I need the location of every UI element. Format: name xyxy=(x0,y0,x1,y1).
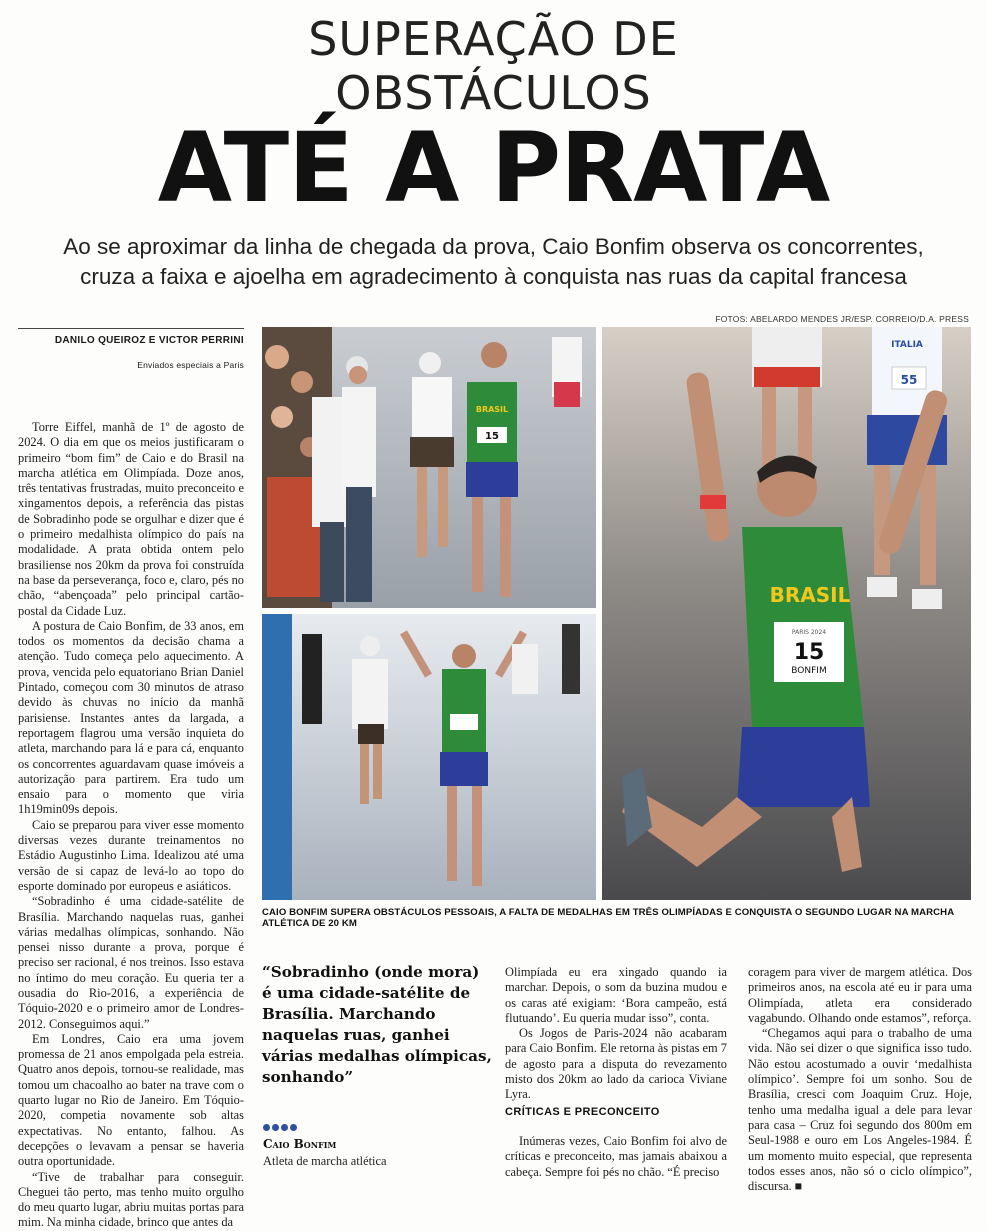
photo-caption: CAIO BONFIM SUPERA OBSTÁCULOS PESSOAIS, A FALTA DE MEDALHAS EM TRÊS OLIMPÍADAS E CONQUISTA O SEGUNDO LUGAR NA MARCHA ATLÉTICA DE 20 KM xyxy=(262,907,954,929)
article-middle-column xyxy=(505,965,727,1103)
bib-event-text: PARIS 2024 xyxy=(791,629,827,636)
dot-icon xyxy=(263,1124,270,1131)
dot-icon xyxy=(290,1124,297,1131)
kicker xyxy=(0,12,987,120)
kicker-line-1: SUPERAÇÃO DE xyxy=(308,12,679,66)
headline: ATÉ A PRATA xyxy=(157,112,830,224)
article-middle-column-2 xyxy=(505,1134,727,1180)
byline-role: Enviados especiais a Paris xyxy=(137,360,244,370)
background-bib-text: 55 xyxy=(900,373,918,387)
paragraph: A postura de Caio Bonfim, de 33 anos, em todos os momentos da decisão chama a atenção. Tudo começa pelo aquecimento. A prova, vencida pelo equatoriano Brian Daniel Pintado, começou com 30 minutos de atraso devido às chuvas no início da manhã parisiense. Instantes antes da largada, a reportagem flagrou uma versão inquieta do atleta, marchando para lá e para cá, enquanto os concorrentes aguardavam quase imóveis a autorização para partirem. Era tudo um ensaio para o momento que viria 1h19min09s depois. xyxy=(18,618,244,817)
paragraph: Em Londres, Caio era uma jovem promessa de 21 anos empolgada pela estreia. Quatro anos depois, tornou-se realidade, mas tomou um chacoalho ao bater na trave com o quarto lugar no Rio de Janeiro. Em Tóquio-2020, competia novamente sob altas expectativas. No entanto, falhou. As decepções o levavam a pensar se haveria outra oportunidade. xyxy=(18,1031,244,1169)
photo-credit: FOTOS: ABELARDO MENDES JR/ESP. CORREIO/D.A. PRESS xyxy=(715,314,969,324)
deck-line-1: Ao se aproximar da linha de chegada da prova, Caio Bonfim observa os concorrentes, xyxy=(63,234,924,259)
paragraph: Caio se preparou para viver esse momento diversas vezes durante treinamentos no Estádio Augustinho Lima. Idealizou até uma versão de si capaz de levá-lo ao topo do esporte dominado por europeus e asiáticos. xyxy=(18,817,244,893)
paragraph: Os Jogos de Paris-2024 não acabaram para Caio Bonfim. Ele retorna às pistas em 7 de agosto para a disputa do revezamento misto dos 20km ao lado da carioca Viviane Lyra. xyxy=(505,1026,727,1102)
paragraph: “Sobradinho é uma cidade-satélite de Brasília. Marchando naquelas ruas, ganhei várias medalhas olímpicas, sonhando. Não pensei nisso durante a prova, porque é preciso ser racional, é nos treinos. Isso estava no íntimo do meu coração. Eu queria ter a ousadia do Rio-2016, a experiência de Tóquio-2020 e o primeiro amor de Londres-2012. Conseguimos aqui.” xyxy=(18,894,244,1031)
deck xyxy=(20,232,967,292)
pull-quote: “Sobradinho (onde mora) é uma cidade-satélite de Brasília. Marchando naquelas ruas, ganhei várias medalhas olímpicas, sonhando” xyxy=(262,963,492,1086)
background-jersey-text: ITALIA xyxy=(891,340,923,350)
paragraph: Olimpíada eu era xingado quando ia marchar. Depois, o som da buzina mudou e os caras até exigiam: ‘Bora campeão, está flutuando’. Eu queria mudar isso”, conta. xyxy=(505,965,727,1025)
byline xyxy=(18,328,244,370)
photo-walkers-top xyxy=(262,327,596,608)
quote-author: Caio Bonfim xyxy=(263,1137,337,1151)
deck-line-2: cruza a faixa e ajoelha em agradecimento à conquista nas ruas da capital francesa xyxy=(80,264,907,289)
article-right-column xyxy=(748,965,972,1194)
paragraph: coragem para viver de margem atlética. Dos primeiros anos, na escola até eu ir para uma Olimpíada, atleta era considerado vagabundo. Olhando onde estamos”, reforça. xyxy=(748,965,972,1025)
dot-icon xyxy=(272,1124,279,1131)
section-subhead: CRÍTICAS E PRECONCEITO xyxy=(505,1106,660,1118)
paragraph: “Tive de trabalhar para conseguir. Cheguei tão perto, mas tenho muito orgulho do meu quarto lugar, abriu muitas portas para mim. Na minha cidade, brinco que antes da xyxy=(18,1169,244,1230)
byline-authors: DANILO QUEIROZ E VICTOR PERRINI xyxy=(54,335,244,346)
paragraph: “Chegamos aqui para o trabalho de uma vida. Não sei dizer o que significa isso tudo. Não estou acostumado a ouvir ‘medalhista olímpico’. Sempre foi um sonho. Sou de Brasília, cresci com Joaquim Cruz. Hoje, tenho uma medalha igual a dele para levar para casa – Cruz foi segundo dos 800m em Seul-1988 e ouro em Los Angeles-1984. É um momento muito especial, que representa todos esses anos, não só o ciclo olímpico”, discursa. ■ xyxy=(748,1026,972,1194)
quote-dots-ornament xyxy=(263,1124,297,1131)
dot-icon xyxy=(281,1124,288,1131)
photo-kneeling-athlete xyxy=(602,327,971,900)
jersey-text: BRASIL xyxy=(475,405,509,414)
paragraph: Inúmeras vezes, Caio Bonfim foi alvo de críticas e preconceito, mas jamais abaixou a cabeça. Sempre foi pés no chão. “É preciso xyxy=(505,1134,727,1179)
quote-author-role: Atleta de marcha atlética xyxy=(263,1154,387,1168)
paragraph: Torre Eiffel, manhã de 1º de agosto de 2024. O dia em que os meios justificaram o primeiro “bom fim” de Caio e do Brasil na marcha atlética em Olimpíada. Doze anos, três tentativas frustradas, muito preconceito e xingamentos depois, a referência das pistas de Sobradinho pode se orgulhar e dizer que é o primeiro medalhista olímpico do país na modalidade. A prata obtida ontem pelo brasiliense nos 20km da prova foi construída na base da perseverança, foco e, claro, pés no chão, “abençoada” pelo principal cartão-postal da Cidade Luz. xyxy=(18,420,244,618)
main-bib-number: 15 xyxy=(793,640,825,665)
kicker-line-2: OBSTÁCULOS xyxy=(335,66,652,120)
bib-number-text: 15 xyxy=(485,431,499,442)
main-bib-name: BONFIM xyxy=(791,666,827,676)
article-left-column xyxy=(18,420,244,1231)
main-jersey-text: BRASIL xyxy=(769,583,851,607)
photo-walker-celebration xyxy=(262,614,596,900)
